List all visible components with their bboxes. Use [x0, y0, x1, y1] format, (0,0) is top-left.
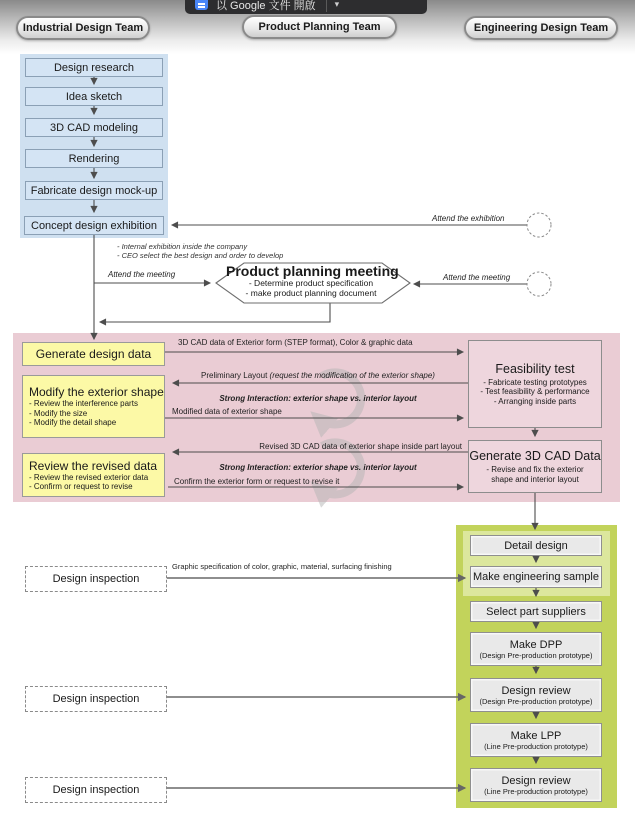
box-bullet: - Modify the detail shape — [29, 418, 117, 428]
team-pill-industrial — [16, 16, 150, 40]
box-label: Feasibility test — [495, 361, 575, 376]
box-bullet: - Revise and fix the exterior shape and interior layout — [486, 465, 584, 484]
label-revised-data: Revised 3D CAD data of exterior shape inside part layout — [259, 442, 462, 451]
label-strong-interaction-1: Strong Interaction: exterior shape vs. interior layout — [219, 394, 417, 403]
box-label: Generate 3D CAD Data — [469, 449, 601, 463]
design-inspection-box-2 — [25, 686, 167, 712]
task-box-review-revised-data — [22, 453, 165, 497]
flow-box-rendering — [25, 149, 163, 168]
task-box-feasibility-test — [468, 340, 602, 428]
box-sublabel: (Design Pre-production prototype) — [479, 650, 593, 660]
external-participant-circle — [527, 213, 551, 237]
box-label: Select part suppliers — [486, 605, 586, 618]
box-label: Design research — [53, 61, 135, 74]
box-label: Design review — [501, 774, 571, 787]
box-label: Modify the exterior shape — [29, 385, 164, 400]
box-label: Concept design exhibition — [31, 219, 157, 232]
label-preliminary-layout — [170, 371, 466, 380]
box-label: Make engineering sample — [473, 571, 599, 583]
flow-box-design-research — [25, 58, 163, 77]
team-label: Industrial Design Team — [22, 22, 144, 34]
attend-meeting-left-label: Attend the meeting — [108, 270, 176, 279]
box-label: Design inspection — [52, 693, 140, 705]
meeting-bullet: - Determine product specification — [248, 278, 374, 288]
label-strong-interaction-2: Strong Interaction: exterior shape vs. interior layout — [219, 463, 417, 472]
box-label: Design inspection — [52, 784, 140, 796]
label-confirm-exterior: Confirm the exterior form or request to revise it — [174, 477, 340, 486]
label-part: Preliminary Layout — [201, 371, 270, 380]
inspection-arrows — [165, 578, 465, 788]
label-graphic-specification: Graphic specification of color, graphic, material, surfacing finishing — [172, 562, 392, 571]
flow-box-fabricate-mockup — [25, 181, 163, 200]
design-inspection-box-3 — [25, 777, 167, 803]
meeting-title: Product planning meeting — [226, 263, 399, 279]
box-bullet: - Fabricate testing prototypes — [483, 377, 587, 387]
flow-box-idea-sketch — [25, 87, 163, 106]
flow-box-select-part-suppliers — [470, 601, 602, 622]
flow-box-design-review-dpp — [470, 678, 602, 712]
box-sublabel: (Design Pre-production prototype) — [479, 696, 593, 706]
task-box-modify-exterior — [22, 375, 165, 438]
box-label: 3D CAD modeling — [49, 121, 139, 134]
box-label: Design review — [501, 684, 571, 697]
box-label: Design inspection — [52, 573, 140, 585]
box-label: Rendering — [68, 152, 120, 165]
box-label: Review the revised data — [29, 458, 158, 473]
meeting-bullet: - make product planning document — [245, 287, 377, 298]
task-box-generate-design-data — [22, 342, 165, 366]
box-bullet: - Confirm or request to revise — [29, 482, 133, 491]
open-with-label[interactable]: 以 Google 文件 開啟 — [216, 0, 316, 12]
team-pill-product — [242, 15, 397, 39]
label-modified-data: Modified data of exterior shape — [172, 407, 282, 416]
box-bullet: - Review the interference parts — [29, 399, 138, 409]
attend-meeting-right-label: Attend the meeting — [443, 273, 511, 282]
flow-box-make-dpp — [470, 632, 602, 666]
box-label: Make DPP — [509, 638, 563, 651]
box-label: Generate design data — [35, 347, 152, 361]
external-participant-circle — [527, 272, 551, 296]
flow-box-make-engineering-sample — [470, 566, 602, 588]
flow-box-detail-design — [470, 535, 602, 556]
google-docs-icon — [195, 0, 208, 10]
box-bullet: - Modify the size — [29, 408, 88, 418]
chevron-down-icon[interactable]: ▾ — [334, 0, 340, 9]
flow-box-make-lpp — [470, 723, 602, 757]
box-label: Make LPP — [510, 729, 562, 742]
box-label: Idea sketch — [65, 90, 123, 103]
label-part-italic: (request the modification of the exterior shape) — [269, 371, 435, 380]
task-box-generate-3d-cad — [468, 440, 602, 493]
flow-box-concept-exhibition — [24, 216, 164, 235]
box-label: Detail design — [504, 539, 568, 552]
attend-exhibition-label: Attend the exhibition — [432, 214, 505, 223]
box-sublabel: (Line Pre-production prototype) — [484, 741, 588, 751]
box-sublabel: (Line Pre-production prototype) — [484, 786, 588, 796]
team-label: Engineering Design Team — [473, 22, 609, 34]
product-planning-meeting — [226, 263, 399, 298]
flow-box-design-review-lpp — [470, 768, 602, 802]
exhibition-note-1: - Internal exhibition inside the company — [117, 242, 248, 251]
team-pill-engineering — [464, 16, 618, 40]
open-with-toolbar[interactable] — [185, 0, 427, 14]
toolbar-divider — [326, 0, 327, 12]
team-label: Product Planning Team — [258, 21, 381, 33]
box-bullet: - Review the revised exterior data — [29, 472, 149, 482]
box-label: Fabricate design mock-up — [30, 184, 158, 197]
box-bullet: - Test feasibility & performance — [480, 387, 590, 397]
box-bullet: - Arranging inside parts — [493, 396, 577, 406]
flow-box-3d-cad-modeling — [25, 118, 163, 137]
label-step-data: 3D CAD data of Exterior form (STEP format), Color & graphic data — [178, 338, 413, 347]
exhibition-note-2: - CEO select the best design and order to develop — [117, 251, 284, 260]
design-inspection-box-1 — [25, 566, 167, 592]
